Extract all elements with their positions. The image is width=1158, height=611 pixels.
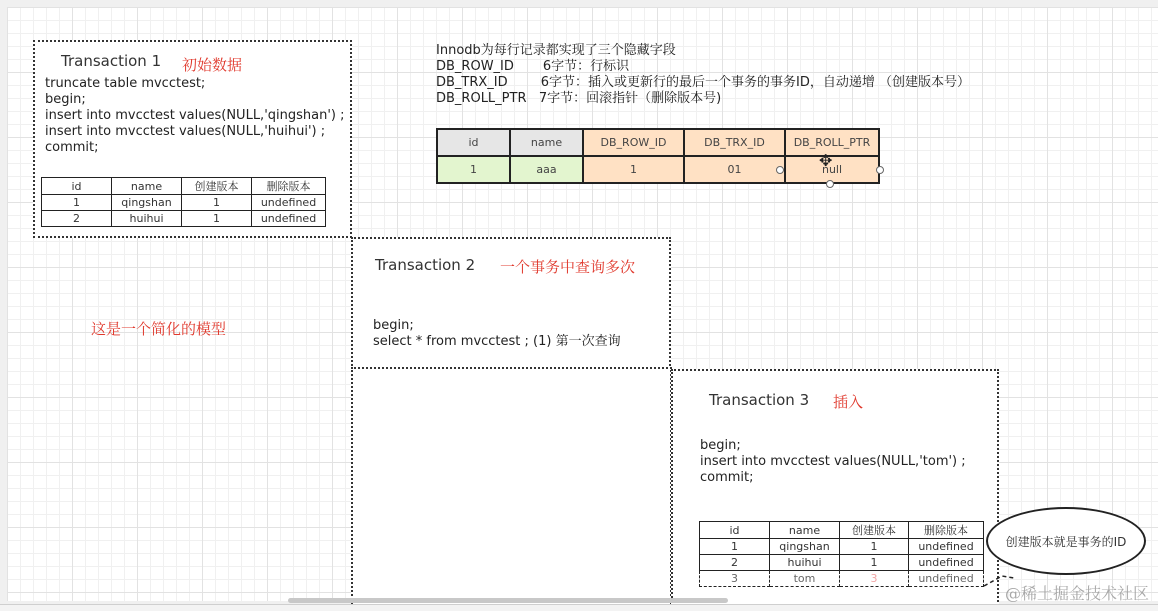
resize-handle-right[interactable] bbox=[876, 166, 884, 174]
selected-cell[interactable]: null bbox=[785, 156, 879, 183]
table-row bbox=[437, 156, 879, 183]
hidden-fields-text bbox=[436, 43, 970, 107]
code-line: insert into mvcctest values(NULL,'qingshan') ; bbox=[45, 108, 345, 123]
empty-transaction-box[interactable] bbox=[351, 367, 672, 607]
code-line: insert into mvcctest values(NULL,'tom') ; bbox=[700, 454, 966, 469]
cell: 1 bbox=[42, 195, 112, 211]
table-header-row bbox=[42, 178, 326, 195]
transaction3-code bbox=[700, 438, 966, 486]
cell: aaa bbox=[510, 156, 583, 183]
header-cell: 删除版本 bbox=[252, 178, 326, 195]
code-line: begin; bbox=[700, 438, 741, 453]
cell: 3 bbox=[840, 571, 909, 587]
transaction2-title: Transaction 2 bbox=[375, 256, 476, 274]
transaction1-note: 初始数据 bbox=[182, 56, 243, 74]
simplified-model-note: 这是一个简化的模型 bbox=[91, 320, 227, 338]
cell: 3 bbox=[700, 571, 770, 587]
cell: 1 bbox=[700, 539, 770, 555]
transaction3-table bbox=[699, 521, 984, 587]
code-line: select * from mvcctest ; (1) 第一次查询 bbox=[373, 334, 621, 349]
cell: 1 bbox=[182, 211, 252, 227]
cell: 1 bbox=[182, 195, 252, 211]
cell: qingshan bbox=[770, 539, 840, 555]
cell: 1 bbox=[583, 156, 684, 183]
transaction1-code bbox=[45, 76, 345, 156]
header-cell: name bbox=[112, 178, 182, 195]
cell: 2 bbox=[700, 555, 770, 571]
resize-handle-bottom[interactable] bbox=[826, 180, 834, 188]
transaction2-note: 一个事务中查询多次 bbox=[500, 258, 636, 276]
header-cell: 创建版本 bbox=[182, 178, 252, 195]
watermark: @稀土掘金技术社区 bbox=[1005, 584, 1150, 603]
table-row bbox=[42, 195, 326, 211]
cell: undefined bbox=[909, 571, 984, 587]
transaction3-title: Transaction 3 bbox=[709, 391, 810, 409]
resize-handle-left[interactable] bbox=[776, 166, 784, 174]
table-header-row bbox=[437, 129, 879, 156]
cell: undefined bbox=[909, 555, 984, 571]
cell: undefined bbox=[252, 195, 326, 211]
transaction3-note: 插入 bbox=[833, 393, 864, 411]
code-line: commit; bbox=[45, 140, 99, 155]
cell: tom bbox=[770, 571, 840, 587]
horizontal-scrollbar[interactable] bbox=[288, 598, 728, 603]
code-line: begin; bbox=[373, 318, 414, 333]
cell: undefined bbox=[252, 211, 326, 227]
transaction1-title: Transaction 1 bbox=[61, 52, 162, 70]
cell: huihui bbox=[770, 555, 840, 571]
header-cell: id bbox=[700, 522, 770, 539]
hidden-fields-line: DB_ROW_ID 6字节：行标识 bbox=[436, 59, 630, 74]
header-cell: id bbox=[437, 129, 510, 156]
cell: 1 bbox=[437, 156, 510, 183]
header-cell: name bbox=[770, 522, 840, 539]
header-cell: name bbox=[510, 129, 583, 156]
transaction1-table bbox=[41, 177, 326, 227]
header-cell: 删除版本 bbox=[909, 522, 984, 539]
code-line: insert into mvcctest values(NULL,'huihui') ; bbox=[45, 124, 326, 139]
table-header-row bbox=[700, 522, 984, 539]
header-cell: DB_ROW_ID bbox=[583, 129, 684, 156]
header-cell: 创建版本 bbox=[840, 522, 909, 539]
cell: qingshan bbox=[112, 195, 182, 211]
callout-text: 创建版本就是事务的ID bbox=[1005, 534, 1127, 549]
hidden-fields-line: Innodb为每行记录都实现了三个隐藏字段 bbox=[436, 43, 676, 58]
hidden-fields-line: DB_ROLL_PTR 7字节：回滚指针（删除版本号) bbox=[436, 91, 722, 106]
code-line: begin; bbox=[45, 92, 86, 107]
cell: 01 bbox=[684, 156, 785, 183]
table-row bbox=[700, 539, 984, 555]
table-row bbox=[42, 211, 326, 227]
table-row bbox=[700, 571, 984, 587]
hidden-fields-table[interactable] bbox=[436, 128, 880, 184]
header-cell: DB_TRX_ID bbox=[684, 129, 785, 156]
cell: 2 bbox=[42, 211, 112, 227]
hidden-fields-line: DB_TRX_ID 6字节：插入或更新行的最后一个事务的事务ID，自动递增 （创建版本号） bbox=[436, 75, 970, 90]
cell: huihui bbox=[112, 211, 182, 227]
transaction2-code bbox=[373, 318, 621, 350]
code-line: truncate table mvcctest; bbox=[45, 76, 206, 91]
cell: 1 bbox=[840, 539, 909, 555]
header-cell: id bbox=[42, 178, 112, 195]
table-row bbox=[700, 555, 984, 571]
code-line: commit; bbox=[700, 470, 754, 485]
header-cell: DB_ROLL_PTR bbox=[785, 129, 879, 156]
cell: undefined bbox=[909, 539, 984, 555]
cell: 1 bbox=[840, 555, 909, 571]
move-cursor-icon: ✥ bbox=[819, 151, 833, 170]
